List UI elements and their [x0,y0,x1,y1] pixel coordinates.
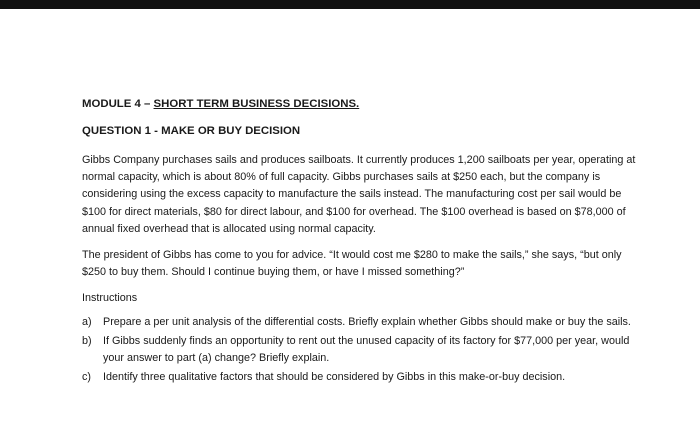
list-marker: a) [82,316,92,329]
scenario-paragraph: Gibbs Company purchases sails and produces sailboats. It currently produces 1,200 sailboats per year, operating at normal capacity, which is about 80% of full capacity. Gibbs purchases sails at $250 each, but the company is considering using the excess capacity to manufacture the sails instead. The manufacturing cost per sail would be $100 for direct materials, $80 for direct labour, and $100 for overhead. The $100 overhead is based on $78,000 of annual fixed overhead that is allocated using normal capacity. [82,154,636,235]
instruction-text: Prepare a per unit analysis of the differential costs. Briefly explain whether Gibbs should make or buy the sails. [103,316,631,329]
instructions-heading: Instructions [82,292,138,305]
list-marker: c) [82,371,91,384]
module-heading [82,96,642,113]
module-heading-title: SHORT TERM BUSINESS DECISIONS. [153,98,360,110]
module-heading-prefix: MODULE 4 – [82,98,154,110]
instruction-text: If Gibbs suddenly finds an opportunity to rent out the unused capacity of its factory for $77,000 per year, would your answer to part (a) change? Briefly explain. [103,335,630,365]
instruction-item-c [82,369,642,386]
document-page [82,96,642,388]
question-heading: QUESTION 1 - MAKE OR BUY DECISION [82,125,301,137]
instructions-list [82,314,642,386]
instruction-item-b [82,333,642,367]
top-dark-bar [0,0,700,9]
president-quote-paragraph: The president of Gibbs has come to you for advice. “It would cost me $280 to make the sails,” she says, “but only $250 to buy them. Should I continue buying them, or have I missed something?” [82,249,622,279]
instruction-text: Identify three qualitative factors that should be considered by Gibbs in this make-or-buy decision. [103,371,566,384]
list-marker: b) [82,335,92,348]
instruction-item-a [82,314,642,331]
